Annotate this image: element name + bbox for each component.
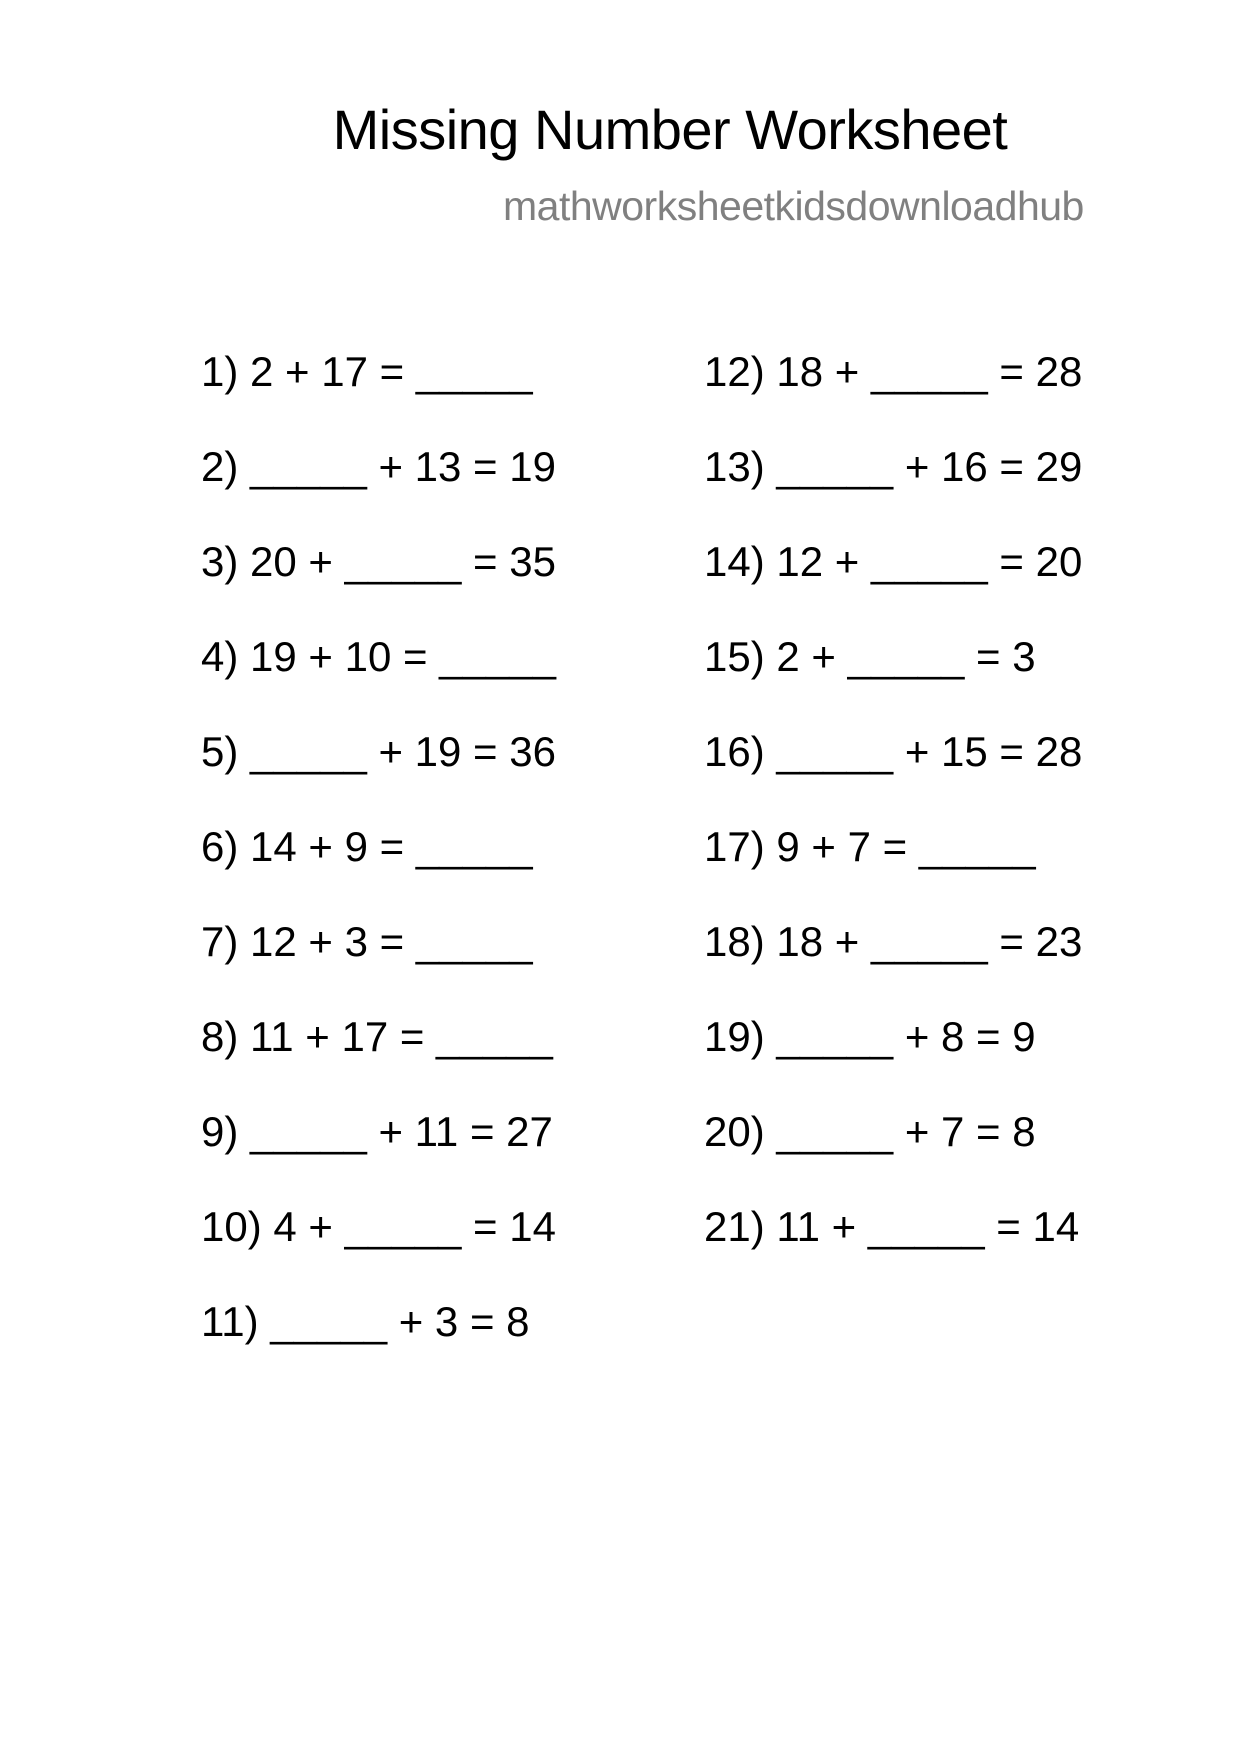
problem-item: 7) 12 + 3 = _____ [201,918,533,965]
problem-item: 8) 11 + 17 = _____ [201,1013,553,1060]
source-watermark: mathworksheetkidsdownloadhub [503,183,1084,229]
problem-item: 9) _____ + 11 = 27 [201,1108,553,1155]
problem-item: 2) _____ + 13 = 19 [201,443,556,490]
problem-item: 19) _____ + 8 = 9 [704,1013,1036,1060]
problem-item: 17) 9 + 7 = _____ [704,823,1036,870]
problem-column-right [704,348,1082,1298]
problem-item: 18) 18 + _____ = 23 [704,918,1083,965]
problem-item: 11) _____ + 3 = 8 [201,1298,530,1345]
page-title: Missing Number Worksheet [332,98,1008,161]
problem-item: 20) _____ + 7 = 8 [704,1108,1036,1155]
problem-item: 15) 2 + _____ = 3 [704,633,1036,680]
problem-item: 3) 20 + _____ = 35 [201,538,556,585]
problem-item: 6) 14 + 9 = _____ [201,823,533,870]
problem-column-left [201,348,556,1393]
problem-item: 1) 2 + 17 = _____ [201,348,533,395]
problem-item: 12) 18 + _____ = 28 [704,348,1083,395]
problem-item: 5) _____ + 19 = 36 [201,728,556,775]
problem-item: 13) _____ + 16 = 29 [704,443,1083,490]
problem-item: 10) 4 + _____ = 14 [201,1203,556,1250]
problem-item: 14) 12 + _____ = 20 [704,538,1083,585]
problem-item: 21) 11 + _____ = 14 [704,1203,1080,1250]
problem-item: 16) _____ + 15 = 28 [704,728,1083,775]
problem-item: 4) 19 + 10 = _____ [201,633,556,680]
